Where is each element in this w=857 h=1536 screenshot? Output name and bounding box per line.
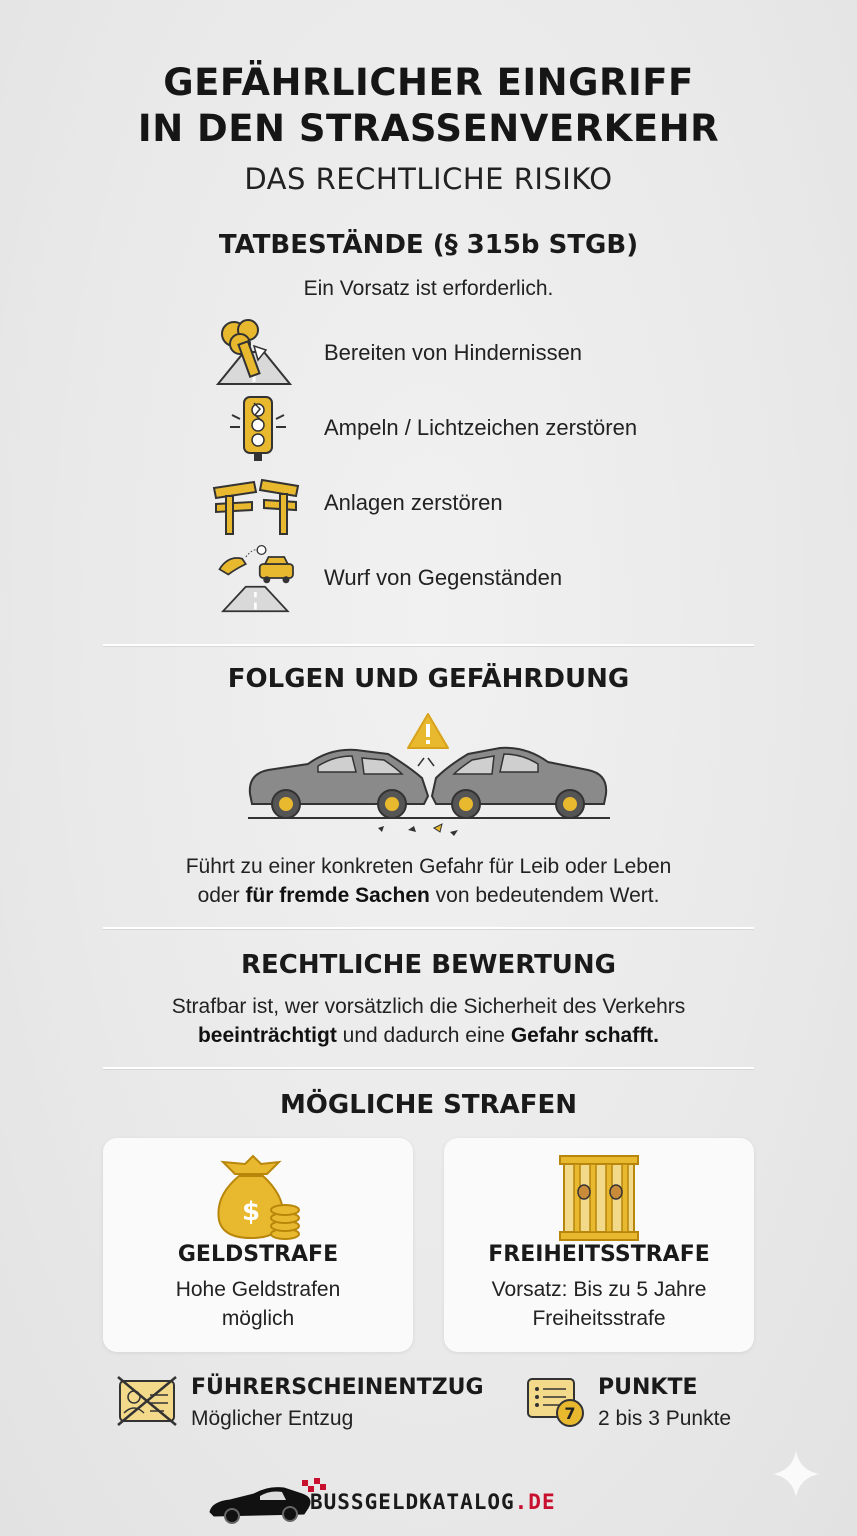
bewertung-line-1: Strafbar ist, wer vorsätzlich die Sicherheit des Verkehrs [171,995,686,1018]
throwing-object-car-icon [210,543,306,613]
logo-tld: .DE [514,1490,556,1514]
card-title: FREIHEITSSTRAFE [488,1242,710,1267]
tatbestaende-intro: Ein Vorsatz ist erforderlich. [303,277,554,300]
car-left-icon [250,750,428,818]
card-title: GELDSTRAFE [177,1242,339,1267]
extra-fuehrerschein [116,1373,496,1445]
card-text-line: Hohe Geldstrafen [175,1278,341,1301]
folgen-text-bold: für fremde Sachen [245,884,430,907]
svg-text:$: $ [241,1197,261,1227]
money-bag-icon [103,1152,413,1248]
extra-text: Möglicher Entzug [191,1407,354,1430]
card-text-line: Vorsatz: Bis zu 5 Jahre [491,1278,707,1301]
broken-traffic-light-icon [210,393,306,463]
extra-title: PUNKTE [598,1375,698,1400]
warning-icon [408,714,448,748]
folgen-text-3: von bedeutendem Wert. [429,884,660,907]
car-right-icon [432,748,606,818]
prison-bars-icon [444,1152,754,1248]
offense-label: Anlagen zerstören [324,490,503,515]
title-line-2: IN DEN STRASSENVERKEHR [137,107,720,150]
extra-text: 2 bis 3 Punkte [598,1407,732,1430]
logo-text [310,1490,556,1514]
bewertung-text [0,992,857,1050]
section-divider [103,927,754,929]
extra-punkte [526,1373,766,1445]
card-geldstrafe [103,1138,413,1352]
tatbestaende-heading: TATBESTÄNDE (§ 315b STGB) [218,230,639,260]
card-freiheitsstrafe [444,1138,754,1352]
logo-main: BUSSGELDKATALOG [310,1490,515,1514]
points-card-icon [526,1375,586,1429]
revoked-license-icon [116,1375,178,1427]
offense-label: Ampeln / Lichtzeichen zerstören [324,415,638,440]
offense-label: Bereiten von Hindernissen [324,340,583,365]
section-divider [103,644,754,646]
broken-barrier-icon [210,468,306,538]
folgen-heading: FOLGEN UND GEFÄHRDUNG [227,664,630,694]
offense-item [210,318,770,388]
offense-item [210,468,770,538]
bewertung-mid: und dadurch eine [336,1024,511,1047]
card-text [133,1275,383,1333]
folgen-text [0,852,857,910]
fallen-tree-road-icon [210,318,306,388]
points-badge: 7 [564,1404,576,1423]
car-crash-illustration [238,708,618,840]
sparkle-icon [768,1446,824,1502]
bewertung-bold-2: Gefahr schafft. [510,1024,660,1047]
card-text-line: Freiheitsstrafe [532,1307,666,1330]
card-text [474,1275,724,1333]
offense-label: Wurf von Gegenständen [324,565,563,590]
title-line-1: GEFÄHRLICHER EINGRIFF [163,61,694,104]
offense-item [210,543,770,613]
subtitle: DAS RECHTLICHE RISIKO [244,162,613,196]
strafen-heading: MÖGLICHE STRAFEN [279,1090,578,1120]
bewertung-heading: RECHTLICHE BEWERTUNG [240,950,617,980]
offense-item [210,393,770,463]
folgen-text-2: oder [197,884,246,907]
section-divider [103,1067,754,1069]
folgen-text-1: Führt zu einer konkreten Gefahr für Leib oder Leben [185,855,672,878]
card-text-line: möglich [221,1307,295,1330]
extra-title: FÜHRERSCHEINENTZUG [191,1375,484,1400]
bewertung-bold-1: beeinträchtigt [197,1024,337,1047]
